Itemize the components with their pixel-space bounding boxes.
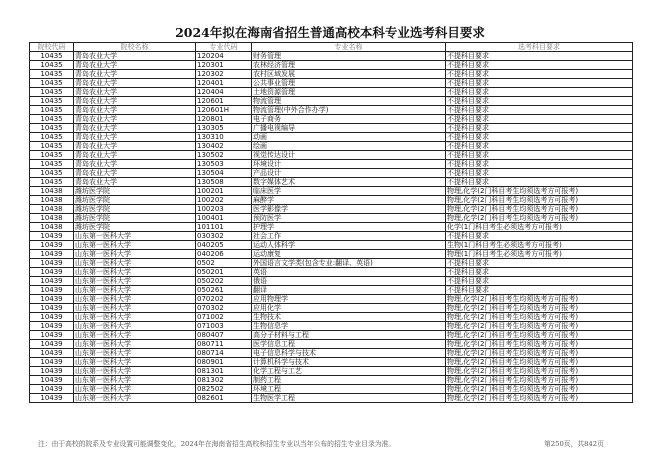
cell-major-name: 财务管理	[252, 52, 446, 61]
table-row	[30, 214, 633, 223]
table-row	[30, 70, 633, 79]
table-row	[30, 340, 633, 349]
cell-school-name: 潍坊医学院	[74, 187, 196, 196]
cell-major-name: 化学工程与工艺	[252, 367, 446, 376]
cell-subject-requirement: 不提科目要求	[446, 142, 633, 151]
cell-school-name: 潍坊医学院	[74, 214, 196, 223]
cell-school-code: 10439	[30, 331, 74, 340]
cell-school-code: 10439	[30, 286, 74, 295]
cell-major-name: 广播电视编导	[252, 124, 446, 133]
page-number: 第250页，共842页	[544, 440, 604, 448]
cell-school-name: 青岛农业大学	[74, 79, 196, 88]
cell-major-code: 030302	[196, 232, 252, 241]
cell-major-name: 土地资源管理	[252, 88, 446, 97]
cell-major-code: 040206	[196, 250, 252, 259]
cell-school-name: 青岛农业大学	[74, 106, 196, 115]
cell-major-name: 医学信息工程	[252, 340, 446, 349]
cell-major-name: 计算机科学与技术	[252, 358, 446, 367]
cell-school-code: 10435	[30, 61, 74, 70]
cell-major-code: 120601H	[196, 106, 252, 115]
cell-school-code: 10435	[30, 169, 74, 178]
table-row	[30, 322, 633, 331]
cell-major-code: 130305	[196, 124, 252, 133]
cell-subject-requirement: 不提科目要求	[446, 277, 633, 286]
cell-school-code: 10435	[30, 115, 74, 124]
requirements-table	[29, 42, 633, 403]
cell-major-code: 040205	[196, 241, 252, 250]
cell-subject-requirement: 不提科目要求	[446, 52, 633, 61]
cell-major-name: 预防医学	[252, 214, 446, 223]
cell-major-name: 高分子材料与工程	[252, 331, 446, 340]
cell-school-code: 10439	[30, 367, 74, 376]
table-row	[30, 313, 633, 322]
cell-major-code: 080407	[196, 331, 252, 340]
cell-major-code: 120401	[196, 79, 252, 88]
cell-major-name: 农村区域发展	[252, 70, 446, 79]
cell-school-code: 10439	[30, 250, 74, 259]
cell-school-code: 10438	[30, 214, 74, 223]
table-row	[30, 331, 633, 340]
cell-major-code: 120601	[196, 97, 252, 106]
cell-major-name: 农林经济管理	[252, 61, 446, 70]
table-header-row	[30, 43, 633, 52]
cell-major-name: 英语	[252, 268, 446, 277]
cell-major-name: 翻译	[252, 286, 446, 295]
cell-major-code: 130503	[196, 160, 252, 169]
cell-school-name: 山东第一医科大学	[74, 385, 196, 394]
cell-school-name: 山东第一医科大学	[74, 286, 196, 295]
cell-school-name: 山东第一医科大学	[74, 331, 196, 340]
cell-school-name: 潍坊医学院	[74, 196, 196, 205]
cell-major-code: 082601	[196, 394, 252, 403]
cell-major-code: 120302	[196, 70, 252, 79]
cell-subject-requirement: 生物(1门科目考生必须选考方可报考)	[446, 241, 633, 250]
cell-school-code: 10438	[30, 187, 74, 196]
table-row	[30, 376, 633, 385]
cell-school-code: 10435	[30, 133, 74, 142]
table-row	[30, 385, 633, 394]
table-row	[30, 250, 633, 259]
cell-major-code: 081302	[196, 376, 252, 385]
cell-major-code: 050261	[196, 286, 252, 295]
cell-major-name: 物流管理	[252, 97, 446, 106]
cell-school-name: 山东第一医科大学	[74, 394, 196, 403]
cell-subject-requirement: 不提科目要求	[446, 169, 633, 178]
cell-school-name: 青岛农业大学	[74, 178, 196, 187]
table-row	[30, 304, 633, 313]
cell-school-code: 10438	[30, 196, 74, 205]
cell-major-name: 生物医学工程	[252, 394, 446, 403]
cell-school-code: 10439	[30, 385, 74, 394]
table-row	[30, 61, 633, 70]
cell-school-name: 山东第一医科大学	[74, 358, 196, 367]
cell-major-name: 运动康复	[252, 250, 446, 259]
cell-school-name: 青岛农业大学	[74, 160, 196, 169]
cell-major-code: 130402	[196, 142, 252, 151]
header-subject-requirement: 选考科目要求	[446, 43, 633, 52]
cell-subject-requirement: 不提科目要求	[446, 160, 633, 169]
cell-subject-requirement: 物理,化学(2门科目考生均须选考方可报考)	[446, 385, 633, 394]
table-row	[30, 358, 633, 367]
cell-school-name: 山东第一医科大学	[74, 268, 196, 277]
cell-subject-requirement: 物理,化学(2门科目考生均须选考方可报考)	[446, 367, 633, 376]
cell-subject-requirement: 物理,化学(2门科目考生均须选考方可报考)	[446, 304, 633, 313]
cell-school-name: 潍坊医学院	[74, 223, 196, 232]
cell-major-code: 071003	[196, 322, 252, 331]
cell-subject-requirement: 不提科目要求	[446, 97, 633, 106]
cell-major-code: 050201	[196, 268, 252, 277]
cell-subject-requirement: 不提科目要求	[446, 151, 633, 160]
cell-major-code: 130504	[196, 169, 252, 178]
cell-major-name: 俄语	[252, 277, 446, 286]
cell-school-code: 10439	[30, 304, 74, 313]
cell-school-code: 10439	[30, 313, 74, 322]
cell-major-name: 医学影像学	[252, 205, 446, 214]
cell-school-name: 青岛农业大学	[74, 97, 196, 106]
cell-school-name: 青岛农业大学	[74, 52, 196, 61]
cell-school-code: 10439	[30, 349, 74, 358]
cell-school-code: 10435	[30, 79, 74, 88]
cell-major-name: 临床医学	[252, 187, 446, 196]
cell-school-name: 山东第一医科大学	[74, 349, 196, 358]
cell-major-name: 产品设计	[252, 169, 446, 178]
cell-major-code: 100401	[196, 214, 252, 223]
cell-school-code: 10439	[30, 232, 74, 241]
table-row	[30, 187, 633, 196]
cell-major-code: 120204	[196, 52, 252, 61]
cell-major-name: 社会工作	[252, 232, 446, 241]
cell-major-code: 130502	[196, 151, 252, 160]
table-row	[30, 169, 633, 178]
cell-school-code: 10435	[30, 142, 74, 151]
cell-major-code: 080901	[196, 358, 252, 367]
cell-major-name: 外国语言文学类(包含专业:翻译、英语)	[252, 259, 446, 268]
cell-major-code: 101101	[196, 223, 252, 232]
cell-major-code: 070202	[196, 295, 252, 304]
cell-school-name: 青岛农业大学	[74, 124, 196, 133]
cell-major-name: 环境设计	[252, 160, 446, 169]
cell-school-code: 10435	[30, 151, 74, 160]
cell-school-code: 10435	[30, 106, 74, 115]
cell-school-name: 青岛农业大学	[74, 142, 196, 151]
cell-school-code: 10439	[30, 295, 74, 304]
header-school-name: 院校名称	[74, 43, 196, 52]
cell-school-code: 10439	[30, 268, 74, 277]
cell-subject-requirement: 物理,化学(2门科目考生均须选考方可报考)	[446, 331, 633, 340]
cell-subject-requirement: 物理,化学(2门科目考生均须选考方可报考)	[446, 376, 633, 385]
table-row	[30, 133, 633, 142]
cell-subject-requirement: 物理,化学(2门科目考生均须选考方可报考)	[446, 340, 633, 349]
cell-major-code: 120801	[196, 115, 252, 124]
cell-major-code: 130310	[196, 133, 252, 142]
table-row	[30, 142, 633, 151]
cell-subject-requirement: 不提科目要求	[446, 232, 633, 241]
table-row	[30, 277, 633, 286]
cell-subject-requirement: 不提科目要求	[446, 178, 633, 187]
cell-major-code: 071002	[196, 313, 252, 322]
table-row	[30, 223, 633, 232]
cell-school-name: 山东第一医科大学	[74, 304, 196, 313]
cell-major-name: 物流管理(中外合作办学)	[252, 106, 446, 115]
cell-major-code: 080711	[196, 340, 252, 349]
table-row	[30, 394, 633, 403]
cell-subject-requirement: 不提科目要求	[446, 133, 633, 142]
table-row	[30, 205, 633, 214]
cell-major-code: 0502	[196, 259, 252, 268]
cell-school-name: 山东第一医科大学	[74, 376, 196, 385]
cell-major-name: 视觉传达设计	[252, 151, 446, 160]
cell-major-code: 050202	[196, 277, 252, 286]
cell-school-code: 10439	[30, 241, 74, 250]
table-row	[30, 196, 633, 205]
cell-subject-requirement: 物理,化学(2门科目考生均须选考方可报考)	[446, 196, 633, 205]
cell-major-code: 120301	[196, 61, 252, 70]
cell-school-code: 10439	[30, 277, 74, 286]
cell-major-name: 电子商务	[252, 115, 446, 124]
cell-major-name: 应用化学	[252, 304, 446, 313]
cell-major-name: 麻醉学	[252, 196, 446, 205]
header-school-code: 院校代码	[30, 43, 74, 52]
cell-school-name: 青岛农业大学	[74, 61, 196, 70]
cell-school-name: 山东第一医科大学	[74, 367, 196, 376]
table-row	[30, 295, 633, 304]
table-row	[30, 178, 633, 187]
table-row	[30, 268, 633, 277]
cell-major-name: 应用物理学	[252, 295, 446, 304]
cell-subject-requirement: 不提科目要求	[446, 88, 633, 97]
cell-school-name: 青岛农业大学	[74, 151, 196, 160]
cell-school-code: 10435	[30, 88, 74, 97]
cell-major-name: 护理学	[252, 223, 446, 232]
cell-school-name: 青岛农业大学	[74, 88, 196, 97]
cell-school-code: 10439	[30, 394, 74, 403]
table-row	[30, 79, 633, 88]
cell-subject-requirement: 物理,化学(2门科目考生均须选考方可报考)	[446, 295, 633, 304]
cell-school-name: 山东第一医科大学	[74, 313, 196, 322]
table-row	[30, 106, 633, 115]
cell-subject-requirement: 物理,化学(2门科目考生均须选考方可报考)	[446, 394, 633, 403]
cell-subject-requirement: 物理,化学(2门科目考生均须选考方可报考)	[446, 313, 633, 322]
cell-major-code: 100203	[196, 205, 252, 214]
cell-school-name: 潍坊医学院	[74, 205, 196, 214]
cell-major-name: 制药工程	[252, 376, 446, 385]
cell-school-name: 山东第一医科大学	[74, 241, 196, 250]
table-row	[30, 286, 633, 295]
cell-subject-requirement: 物理,化学(2门科目考生均须选考方可报考)	[446, 214, 633, 223]
cell-subject-requirement: 物理(1门科目考生必须选考方可报考)	[446, 250, 633, 259]
cell-school-code: 10435	[30, 97, 74, 106]
cell-major-code: 120404	[196, 88, 252, 97]
cell-school-name: 青岛农业大学	[74, 169, 196, 178]
cell-major-code: 082502	[196, 385, 252, 394]
cell-school-name: 山东第一医科大学	[74, 277, 196, 286]
cell-major-name: 环境工程	[252, 385, 446, 394]
cell-subject-requirement: 物理,化学(2门科目考生均须选考方可报考)	[446, 349, 633, 358]
cell-major-code: 070302	[196, 304, 252, 313]
cell-school-code: 10439	[30, 376, 74, 385]
table-row	[30, 88, 633, 97]
cell-subject-requirement: 物理,化学(2门科目考生均须选考方可报考)	[446, 205, 633, 214]
cell-major-code: 081301	[196, 367, 252, 376]
table-row	[30, 124, 633, 133]
cell-school-name: 青岛农业大学	[74, 133, 196, 142]
table-row	[30, 232, 633, 241]
cell-subject-requirement: 不提科目要求	[446, 286, 633, 295]
table-row	[30, 367, 633, 376]
cell-major-name: 公共事业管理	[252, 79, 446, 88]
header-major-name: 专业名称	[252, 43, 446, 52]
table-row	[30, 241, 633, 250]
cell-major-code: 100201	[196, 187, 252, 196]
header-major-code: 专业代码	[196, 43, 252, 52]
table-row	[30, 160, 633, 169]
cell-school-code: 10439	[30, 340, 74, 349]
cell-school-name: 山东第一医科大学	[74, 250, 196, 259]
cell-school-code: 10439	[30, 358, 74, 367]
cell-major-name: 生物技术	[252, 313, 446, 322]
cell-subject-requirement: 不提科目要求	[446, 79, 633, 88]
cell-subject-requirement: 物理,化学(2门科目考生均须选考方可报考)	[446, 322, 633, 331]
table-row	[30, 349, 633, 358]
cell-subject-requirement: 不提科目要求	[446, 259, 633, 268]
cell-school-code: 10435	[30, 52, 74, 61]
cell-school-name: 青岛农业大学	[74, 70, 196, 79]
cell-subject-requirement: 物理,化学(2门科目考生均须选考方可报考)	[446, 187, 633, 196]
cell-school-code: 10435	[30, 160, 74, 169]
cell-subject-requirement: 物理,化学(2门科目考生均须选考方可报考)	[446, 358, 633, 367]
cell-subject-requirement: 不提科目要求	[446, 106, 633, 115]
cell-school-name: 青岛农业大学	[74, 115, 196, 124]
cell-school-name: 山东第一医科大学	[74, 232, 196, 241]
table-row	[30, 52, 633, 61]
table-body	[30, 52, 633, 403]
cell-school-code: 10435	[30, 70, 74, 79]
footer-note: 注：由于高校的院系及专业设置可能调整变化，2024年在海南省招生高校和招生专业以当年公布的招生专业目录为准。	[38, 440, 396, 448]
cell-subject-requirement: 化学(1门科目考生必须选考方可报考)	[446, 223, 633, 232]
cell-school-name: 山东第一医科大学	[74, 259, 196, 268]
table-row	[30, 115, 633, 124]
cell-major-code: 080714	[196, 349, 252, 358]
cell-major-name: 运动人体科学	[252, 241, 446, 250]
cell-major-name: 动画	[252, 133, 446, 142]
cell-school-code: 10435	[30, 124, 74, 133]
cell-major-code: 100202	[196, 196, 252, 205]
cell-major-name: 数字媒体艺术	[252, 178, 446, 187]
table-row	[30, 259, 633, 268]
cell-subject-requirement: 不提科目要求	[446, 70, 633, 79]
cell-major-code: 130508	[196, 178, 252, 187]
cell-subject-requirement: 不提科目要求	[446, 124, 633, 133]
cell-school-code: 10435	[30, 178, 74, 187]
page-title: 2024年拟在海南省招生普通高校本科专业选考科目要求	[175, 25, 485, 40]
cell-major-name: 生物信息学	[252, 322, 446, 331]
cell-subject-requirement: 不提科目要求	[446, 115, 633, 124]
cell-major-name: 电子信息科学与技术	[252, 349, 446, 358]
cell-school-name: 山东第一医科大学	[74, 322, 196, 331]
cell-subject-requirement: 不提科目要求	[446, 61, 633, 70]
cell-school-code: 10439	[30, 259, 74, 268]
cell-school-code: 10438	[30, 205, 74, 214]
cell-major-name: 绘画	[252, 142, 446, 151]
cell-school-code: 10438	[30, 223, 74, 232]
cell-subject-requirement: 不提科目要求	[446, 268, 633, 277]
cell-school-code: 10439	[30, 322, 74, 331]
cell-school-name: 山东第一医科大学	[74, 295, 196, 304]
table-row	[30, 97, 633, 106]
cell-school-name: 山东第一医科大学	[74, 340, 196, 349]
table-row	[30, 151, 633, 160]
